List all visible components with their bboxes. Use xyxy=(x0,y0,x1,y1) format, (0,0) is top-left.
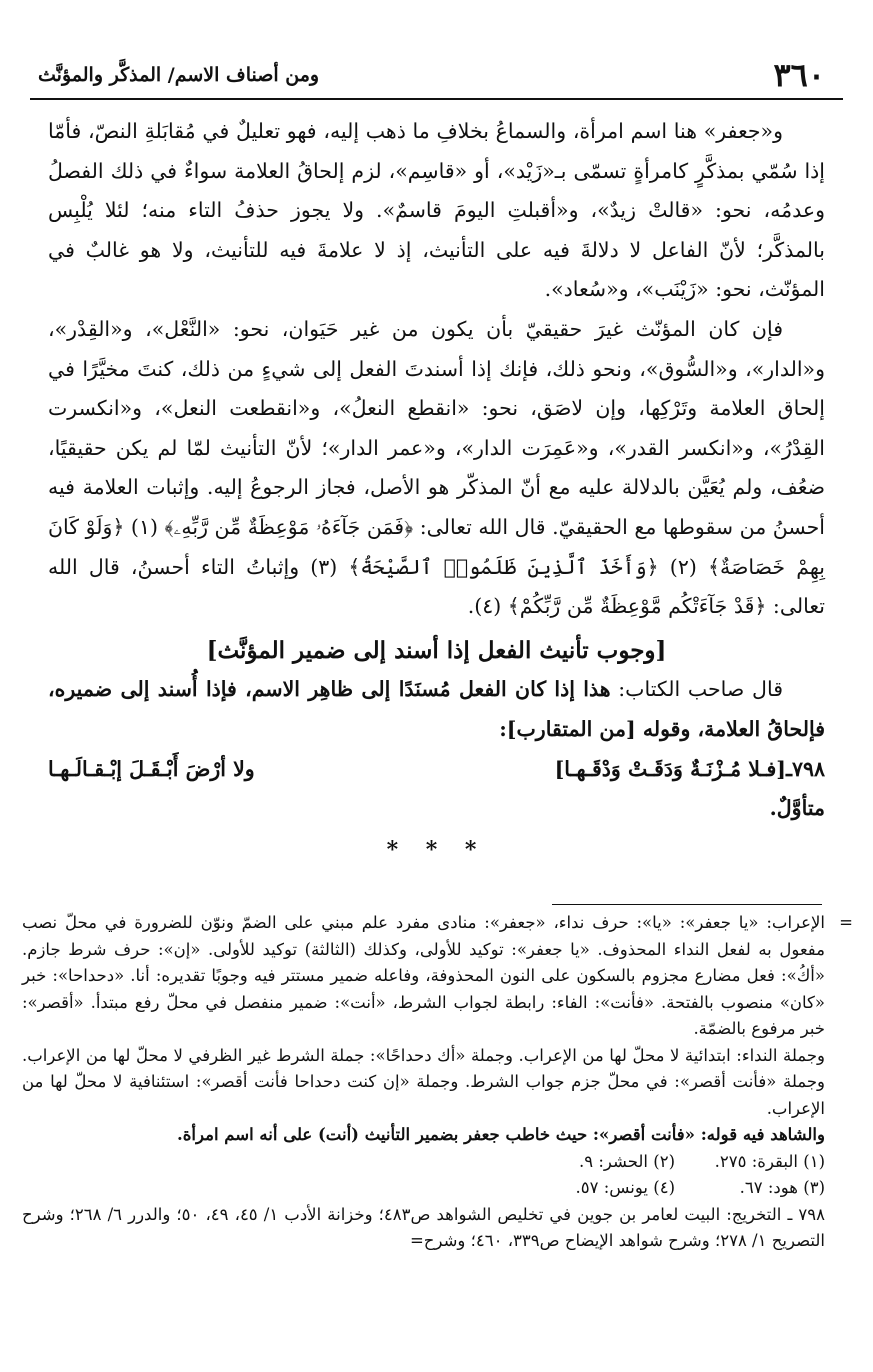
running-title: ومن أصناف الاسم/ المذكَّر والمؤنَّث xyxy=(38,64,320,86)
main-text xyxy=(48,112,825,870)
verse-798 xyxy=(48,750,825,790)
page-number: ٣٦٠ xyxy=(773,56,825,94)
verse-tail: متأوَّلٌ. xyxy=(769,796,825,821)
author-lead: قال صاحب الكتاب: xyxy=(610,677,783,702)
footnote-irab: الإعراب: «يا جعفر»: «يا»: حرف نداء، «جعفر»: منادى مفرد علم مبني على الضمّ ونوّن للضرورة في محلّ نصب مفعول به لفعل النداء المحذوف. «يا جعفر»: توكيد للأولى، وكذلك (الثالثة) توكيد للأولى. «إن»: حرف شرط جازم. «أكُ»: فعل مضارع مجزوم بالسكون على النون المحذوفة، وفاعله ضمير مستتر فيه وجوبًا تقديره: أنا. «دحداحا»: خبر «كان» منصوب بالفتحة. «فأنت»: الفاء: رابطة لجواب الشرط، «أنت»: ضمير منفصل في محلّ رفع مبتدأ. «أقصر»: خبر مرفوع بالضمّة. xyxy=(22,913,825,1038)
footnote-jumal: وجملة النداء: ابتدائية لا محلّ لها من الإعراب. وجملة «أك دحداحًا»: جملة الشرط غير الظرفي لا محلّ لها من الإعراب. وجملة «فأنت أقصر»: في محلّ جزم جواب الشرط. وجملة «إن كنت دحداحا فأنت أقصر»: استئنافية لا محلّ لها من الإعراب. xyxy=(22,1045,825,1118)
verse-hemistich-1: ٧٩٨ـ[فـلا مُـزْنَـةٌ وَدَقَـتْ وَدْقَـهـا] xyxy=(554,756,825,781)
quran-references xyxy=(22,1149,825,1202)
footnotes xyxy=(22,910,853,1255)
page-header xyxy=(30,52,843,100)
reference-3: (٣) هود: ٦٧. xyxy=(739,1178,825,1197)
reference-1: (١) البقرة: ٢٧٥. xyxy=(714,1151,825,1171)
footnote-takhrij: ٧٩٨ ـ التخريج: البيت لعامر بن جوين في تخليص الشواهد ص٤٨٣؛ وخزانة الأدب ١/ ٤٥، ٤٩، ٥٠؛ والدرر ٦/ ٢٦٨؛ وشرح التصريح ١/ ٢٧٨؛ وشرح شواهد الإيضاح ص٣٣٩، ٤٦٠؛ وشرح= xyxy=(22,1204,825,1250)
paragraph-1: و«جعفر» هنا اسم امرأة، والسماعُ بخلافِ ما ذهب إليه، فهو تعليلٌ في مُقابَلةِ النصّ، فأمّا إذا سُمّي بمذكَّرٍ كامرأةٍ تسمّى بـ«زَيْد»، أو «قاسِم»، لزم إلحاقُ العلامة سواءٌ في ذلك الفصلُ وعدمُه، نحو: «قالتْ زيدٌ»، و«أقبلتِ اليومَ قاسمٌ». ولا يجوز حذفُ التاء منه؛ لئلا يُلْبِس بالمذكَّر؛ لأنّ الفاعل لا دلالةَ فيه على التأنيث، إذ لا علامةَ فيه للتأنيث، ولا هو غالبٌ في المؤنّث، نحو: «زَيْنَب»، و«سُعاد». xyxy=(48,119,825,302)
author-quote: هذا إذا كان الفعل مُسنَدًا إلى ظاهِر الاسم، فإذا أُسند إلى ضميره، فإلحاقُ العلامة، وقوله xyxy=(48,677,825,741)
verse-hemistich-2: ولا أرْضَ أَبْـقَـلَ إبْـقـالَـهـا xyxy=(48,756,255,781)
meter-note: [من المتقارب]: xyxy=(499,716,643,741)
section-heading: [وجوب تأنيث الفعل إذا أسند إلى ضمير المؤنَّث] xyxy=(206,636,667,664)
reference-2: (٢) الحشر: ٩. xyxy=(578,1151,675,1171)
footnote-shahid: والشاهد فيه قوله: «فأنت أقصر»: حيث خاطب جعفر بضمير التأنيث (أنت) على أنه اسم امرأة. xyxy=(177,1125,825,1144)
continuation-mark: = xyxy=(839,913,853,932)
paragraph-3 xyxy=(48,670,825,749)
reference-4: (٤) يونس: ٥٧. xyxy=(575,1178,675,1197)
footnote-rule xyxy=(552,904,822,905)
section-end-stars: * * * xyxy=(386,836,487,863)
paragraph-2: فإن كان المؤنّث غيرَ حقيقيّ بأن يكون من غير حَيَوان، نحو: «النَّعْل»، و«القِدْر»، و«الدار»، و«السُّوق»، ونحو ذلك، فإنك إذا أسندتَ الفعل إلى شيءٍ من ذلك، كنتَ مخيَّرًا في إلحاق العلامة وتَرْكِها، وإن لاصَق، نحو: «انقطع النعلُ»، و«انقطعت النعل»، و«انكسرت القِدْرُ»، و«انكسر القدر»، و«عَمِرَت الدار»، و«عمر الدار»؛ لأنّ التأنيث لمّا لم يكن حقيقيًا، ضعُف، ولم يُعَيَّن بالدلالة عليه مع أنّ المذكّر هو الأصل، فجاز الرجوعُ إليه. وإثبات العلامة فيه أحسنُ من سقوطها مع الحقيقيّ. قال الله تعالى: ﴿فَمَن جَآءَهُۥ مَوْعِظَةٌ مِّن رَّبِّهِۦ﴾ (١) ﴿وَلَوْ كَانَ بِهِمْ خَصَاصَةٌ﴾ (٢) ﴿وَأَخَذَ ٱلَّذِينَ ظَلَمُوا۟ ٱلصَّيْحَةُ﴾ (٣) وإثباتُ التاء أحسنُ، قال الله تعالى: ﴿قَدْ جَآءَتْكُم مَّوْعِظَةٌ مِّن رَّبِّكُمْ﴾ (٤). xyxy=(48,316,826,619)
